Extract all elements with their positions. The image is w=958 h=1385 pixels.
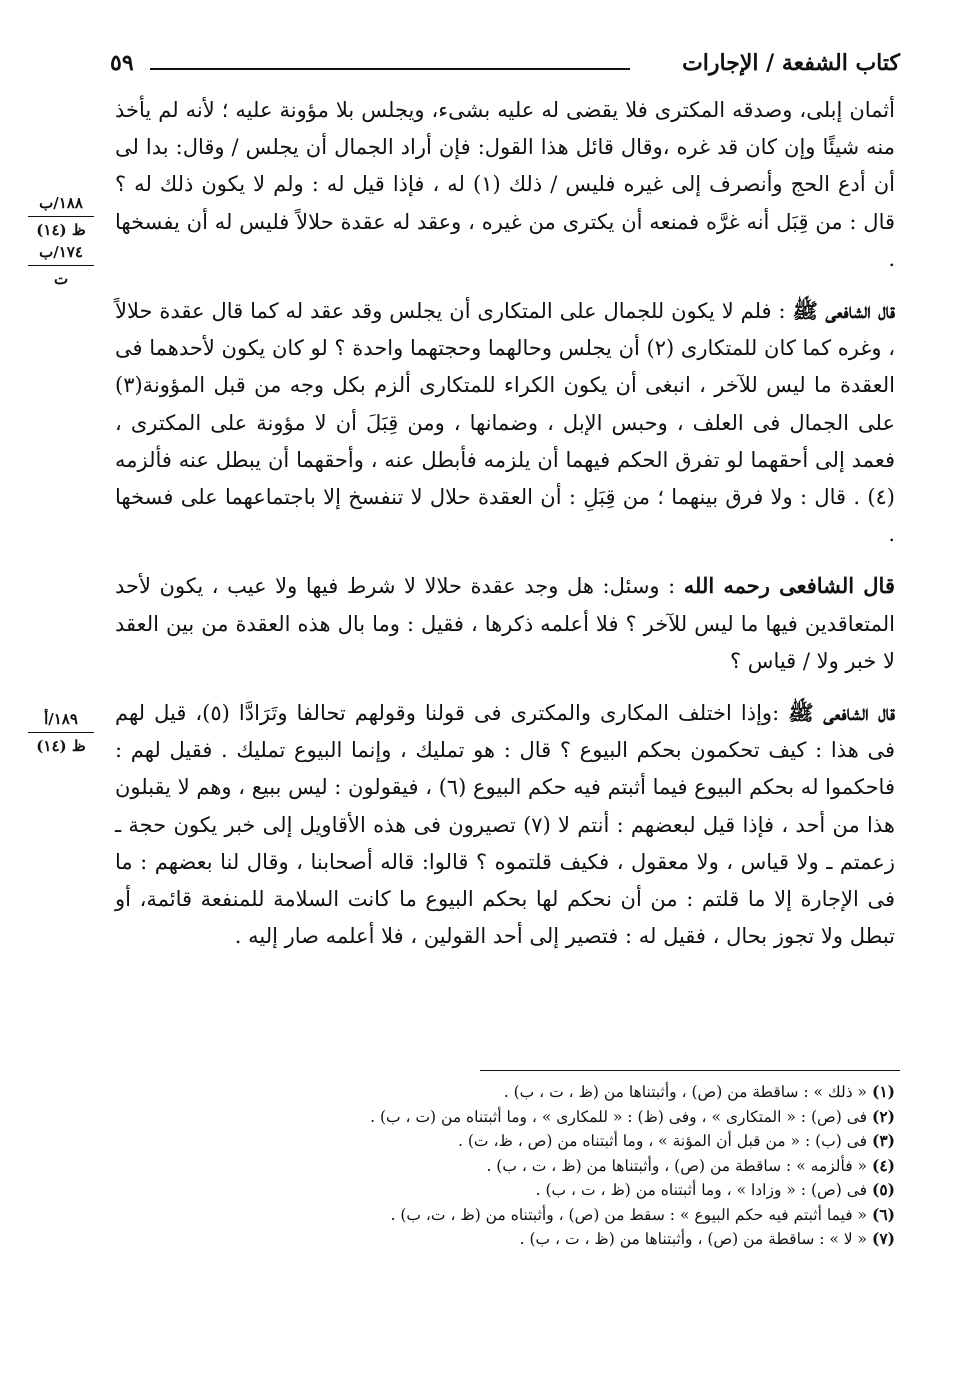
paragraph xyxy=(115,92,895,278)
margin-ref-line: ظ (١٤) xyxy=(36,221,86,239)
page-number: ٥٩ xyxy=(110,50,134,76)
footnote-text: « فألزمه » : ساقطة من (ص) ، وأثبتناها من (ظ ، ت ، ب) . xyxy=(486,1156,868,1175)
footnote xyxy=(115,1178,895,1203)
footnote xyxy=(115,1105,895,1130)
margin-ref-rule xyxy=(28,216,94,217)
margin-ref-rule xyxy=(28,265,94,266)
speaker-label: قال الشافعى رحمه الله xyxy=(683,573,895,599)
footnote-text: فى (ص) : « وزادا » ، وما أثبتناه من (ظ ، ت ، ب) . xyxy=(535,1181,868,1199)
footnote-number: (٥) xyxy=(871,1180,895,1199)
footnote-text: « ذلك » : ساقطة من (ص) ، وأثبتناها من (ظ ، ت ، ب) . xyxy=(503,1083,868,1101)
running-title: كتاب الشفعة / الإجارات xyxy=(682,50,900,76)
footnote xyxy=(115,1129,895,1154)
footnote-number: (٦) xyxy=(871,1204,895,1224)
margin-ref-line: ١٨٩/أ xyxy=(44,710,78,728)
paragraph-text: : وسئل: هل وجد عقدة حلالا لا شرط فيها ولا عيب ، يكون لأحد المتعاقدين فيها ما ليس للآخر ؟ فلا أعلمه ذكرها ، فقيل : وما بال هذه العقدة من بين العقد لا خبر ولا / قياس ؟ xyxy=(115,574,895,673)
paragraph xyxy=(115,567,895,680)
footnote-number: (٢) xyxy=(871,1106,895,1126)
paragraph-text: :وإذا اختلف المكارى والمكترى فى قولنا وقولهم تحالفا وتَرَادَّا (٥)، قيل لهم فى هذا : كيف تحكمون بحكم البيوع ؟ قال : هو تمليك ، وإنما البيوع تمليك . فقيل لهم : فاحكموا له بحكم البيوع فيما أثبتم فيه حكم البيوع (٦) ، فيقولون : ليس ببيع ، وهم لا يقبلون هذا من أحد ، فإذا قيل لبعضهم : أنتم لا (٧) تصيرون فى هذه الأقاويل إلى خبر يكون حجة ـ زعمتم ـ ولا قياس ، ولا معقول ، فكيف قلتموه ؟ قالوا: قاله أصحابنا ، وقال لنا بعضهم : ما فى الإجارة إلا ما قلتم : من أن نحكم لها بحكم البيوع ما كانت السلامة للمنفعة قائمة، أو تبطل ولا تجوز بحال ، فقيل له : فتصير إلى أحد القولين ، فلا أعلمه صار إليه . xyxy=(115,701,895,949)
footnote xyxy=(115,1203,895,1228)
footnote-text: « فيما أثبتم فيه حكم البيوع » : سقط من (ص) ، وأثبتناه من (ظ ، ت، ب) . xyxy=(390,1205,868,1224)
footnote xyxy=(115,1080,895,1105)
margin-ref-rule xyxy=(28,732,94,733)
margin-ref-line: ت xyxy=(53,270,69,288)
margin-ref-line: ١٨٨/ب xyxy=(39,194,83,212)
main-text xyxy=(115,92,895,969)
margin-ref-line: ظ (١٤) xyxy=(36,737,86,755)
page-header xyxy=(110,50,900,90)
margin-ref-line: ١٧٤/ب xyxy=(39,243,83,261)
footnote-text: فى (ص) : « المتكارى » ، وفى (ظ) : « للمكارى » ، وما أثبتناه من (ت ، ب) . xyxy=(370,1107,868,1126)
footnote xyxy=(115,1154,895,1179)
paragraph-text: أثمان إبلى، وصدقه المكترى فلا يقضى له عليه بشىء، ويجلس بلا مؤونة عليه ؛ لأنه لم يأخذ منه شيئًا وإن كان قد غره ،وقال قائل هذا القول: فإن أراد الجمال أن يجلس / وقال: بدا لى أن أدع الحج وأنصرف إلى غيره فليس / ذلك (١) له ، فإذا قيل له : ولم لا يكون ذلك له ؟ قال : من قِبَل أنه غرَّه فمنعه أن يكترى من غيره ، وعقد له عقدة حلالاً فليس له أن يفسخها . xyxy=(115,98,896,271)
footnote-number: (٧) xyxy=(871,1229,895,1248)
footnote-number: (١) xyxy=(871,1082,895,1101)
margin-note-manuscript-ref xyxy=(22,192,100,290)
footnote xyxy=(115,1227,895,1252)
footnote-rule xyxy=(480,1070,900,1071)
footnote-text: فى (ب) : « من قبل أن المؤنة » ، وما أثبتناه من (ص ، ظ، ت) . xyxy=(458,1132,868,1150)
speaker-label: قال الشافعى ﷺ xyxy=(788,700,896,726)
paragraph xyxy=(115,292,895,553)
margin-note-manuscript-ref xyxy=(22,708,100,757)
speaker-label: قال الشافعى ﷺ xyxy=(792,298,895,324)
footnote-text: « لا » : ساقطة من (ص) ، وأثبتناها من (ظ ، ت ، ب) . xyxy=(519,1230,868,1248)
footnotes xyxy=(115,1080,895,1252)
paragraph-text: : فلم لا يكون للجمال على المتكارى أن يجلس وقد عقد له كما قال عقدة حلالاً ، وغره كما كان للمتكارى (٢) أن يجلس وحالهما وحجتهما واحدة ؟ لو كان يكون لأحدهما فى العقدة ما ليس للآخر ، انبغى أن يكون الكراء للمتكارى ألزم بكل وجه من قبل المؤونة(٣) على الجمال فى العلف ، وحبس الإبل ، وضمانها ، ومن قِبَلَ أن لا مؤونة على المكترى ، فعمد إلى أحقهما لو تفرق الحكم فيهما أن يلزمه فأبطل عنه ، وأحقهما أن يبطل عنه فألزمه (٤) . قال : ولا فرق بينهما ؛ من قِبَلِ : أن العقدة حلال لا تنفسخ إلا باجتماعهما على فسخها . xyxy=(115,299,895,547)
footnote-number: (٤) xyxy=(871,1155,895,1175)
paragraph xyxy=(115,694,895,955)
footnote-number: (٣) xyxy=(871,1131,895,1150)
header-rule xyxy=(150,68,630,70)
